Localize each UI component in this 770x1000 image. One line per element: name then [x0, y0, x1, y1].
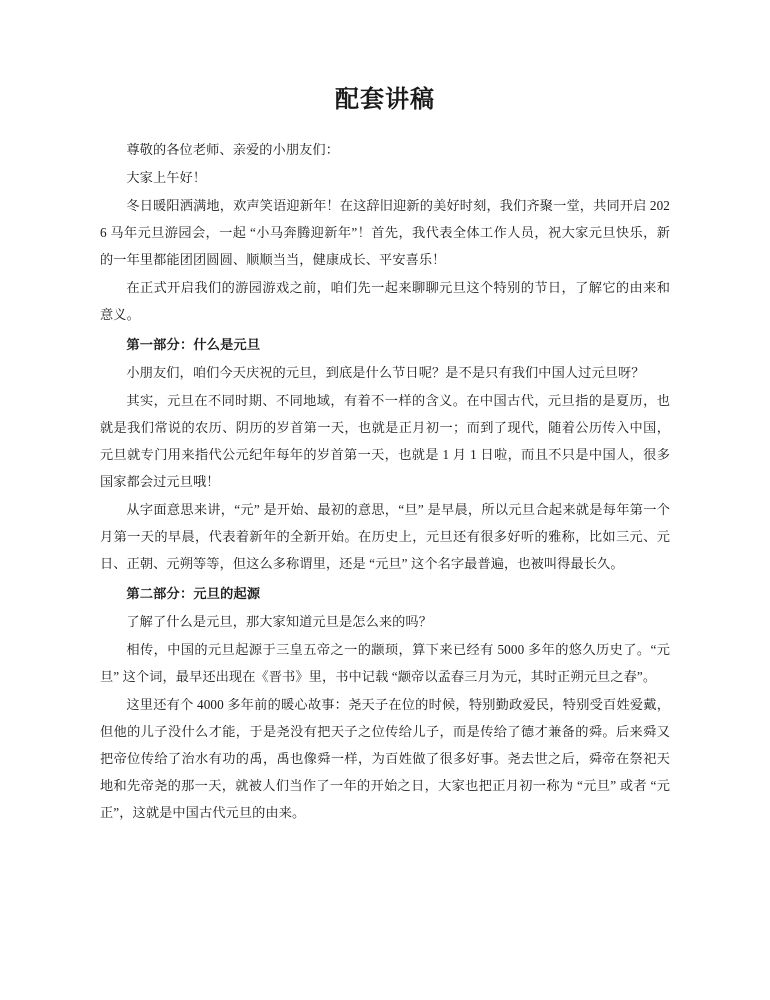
paragraph-part-two-origin: 相传，中国的元旦起源于三皇五帝之一的颛顼，算下来已经有 5000 多年的悠久历史了。“元旦” 这个词，最早还出现在《晋书》里，书中记载 “颛帝以孟春三月为元，其时正朔元旦之春”。 — [100, 642, 670, 684]
page-title: 配套讲稿 — [335, 87, 435, 113]
paragraph-part-two-question: 了解了什么是元旦，那大家知道元旦是怎么来的吗？ — [126, 614, 433, 629]
paragraph-part-one-question: 小朋友们，咱们今天庆祝的元旦，到底是什么节日呢？是不是只有我们中国人过元旦呀？ — [126, 365, 645, 380]
paragraph-opening-welcome: 冬日暖阳洒满地，欢声笑语迎新年！在这辞旧迎新的美好时刻，我们齐聚一堂，共同开启 2026 马年元旦游园会，一起 “小马奔腾迎新年”！首先，我代表全体工作人员，祝大家元旦快乐，新的一年里都能团团圆圆、顺顺当当，健康成长、平安喜乐！ — [100, 198, 670, 267]
document-body — [100, 136, 670, 826]
paragraph-salutation: 尊敬的各位老师、亲爱的小朋友们： — [126, 142, 339, 157]
paragraph-part-two-story: 这里还有个 4000 多年前的暖心故事：尧天子在位的时候，特别勤政爱民，特别受百姓爱戴，但他的儿子没什么才能，于是尧没有把天子之位传给儿子，而是传给了德才兼备的舜。后来舜又把帝位传给了治水有功的禹，禹也像舜一样，为百姓做了很多好事。尧去世之后，舜帝在祭祀天地和先帝尧的那一天，就被人们当作了一年的开始之日，大家也把正月初一称为 “元旦” 或者 “元正”，这就是中国古代元旦的由来。 — [100, 697, 670, 820]
paragraph-greeting: 大家上午好！ — [126, 170, 207, 185]
paragraph-part-one-meaning: 其实，元旦在不同时期、不同地域，有着不一样的含义。在中国古代，元旦指的是夏历，也就是我们常说的农历、阴历的岁首第一天，也就是正月初一；而到了现代，随着公历传入中国，元旦就专门用来指代公元纪年每年的岁首第一天，也就是 1 月 1 日啦，而且不只是中国人，很多国家都会过元旦哦！ — [100, 393, 670, 489]
paragraph-part-one-literal: 从字面意思来讲，“元” 是开始、最初的意思，“旦” 是早晨，所以元旦合起来就是每年第一个月第一天的早晨，代表着新年的全新开始。在历史上，元旦还有很多好听的雅称，比如三元、元日、正朝、元朔等等，但这么多称谓里，还是 “元旦” 这个名字最普遍，也被叫得最长久。 — [100, 502, 670, 571]
heading-part-one: 第一部分：什么是元旦 — [126, 337, 261, 352]
heading-part-two: 第二部分：元旦的起源 — [126, 586, 261, 601]
paragraph-intro-transition: 在正式开启我们的游园游戏之前，咱们先一起来聊聊元旦这个特别的节日，了解它的由来和意义。 — [100, 280, 670, 322]
